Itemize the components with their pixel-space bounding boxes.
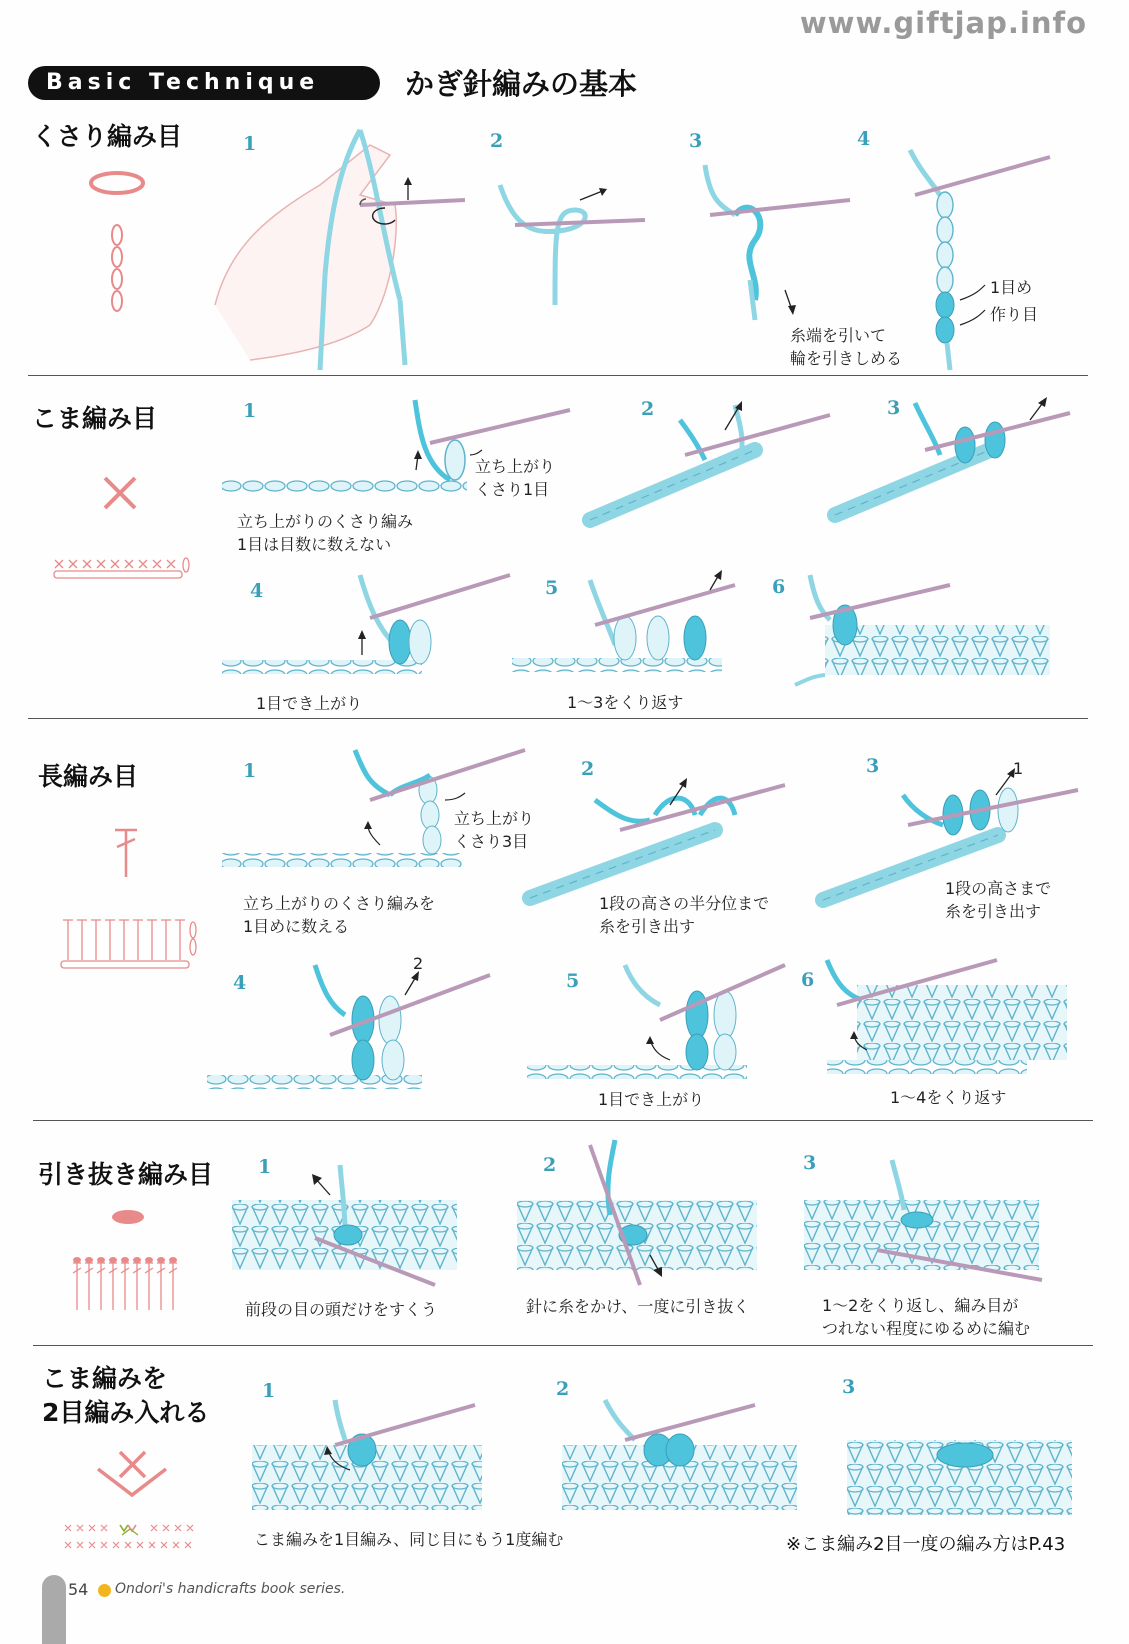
section-title-double-crochet: 長編み目 xyxy=(38,762,139,791)
dc-step-1-number: 1 xyxy=(243,760,257,782)
dc-step-2-illustration xyxy=(525,760,790,910)
chain-step-4-number: 4 xyxy=(857,128,871,150)
section-divider xyxy=(28,375,1088,376)
dc-step-6-illustration xyxy=(822,955,1077,1085)
sc-step-2-illustration xyxy=(585,400,835,535)
slip-step-3-caption: 1〜2をくり返し、編み目が つれない程度にゆるめに編む xyxy=(822,1296,1031,1338)
chain-anno-first-stitch: 1目め xyxy=(990,278,1033,297)
footer-bullet-icon xyxy=(98,1584,111,1597)
section-title-chain: くさり編み目 xyxy=(32,122,183,151)
chain-step-2-number: 2 xyxy=(490,130,504,152)
section-title-slip-stitch: 引き抜き編み目 xyxy=(38,1160,214,1189)
sc-step-5-illustration xyxy=(510,570,740,690)
slip-step-1-number: 1 xyxy=(258,1156,272,1178)
increase-step-1-number: 1 xyxy=(262,1380,276,1402)
page-title: かぎ針編みの基本 xyxy=(405,67,638,101)
dc-step-3-number: 3 xyxy=(866,755,880,777)
chain-symbols xyxy=(85,165,155,315)
chain-step-1-illustration xyxy=(210,125,470,375)
increase-step-2-number: 2 xyxy=(556,1378,570,1400)
basic-technique-badge: Basic Technique xyxy=(28,66,380,100)
sc-step-1-caption: 立ち上がりのくさり編み 1目は目数に数えない xyxy=(237,512,414,554)
chain-anno-foundation: 作り目 xyxy=(990,305,1039,324)
increase-reference-note: ※こま編み2目一度の編み方はP.43 xyxy=(786,1534,1066,1555)
watermark: www.giftjap.info xyxy=(799,6,1087,40)
dc-anno-turning-chain: 立ち上がり くさり3目 xyxy=(454,809,535,851)
section-divider xyxy=(33,1345,1093,1346)
slip-step-1-caption: 前段の目の頭だけをすくう xyxy=(245,1300,438,1319)
section-divider xyxy=(28,718,1088,719)
slip-step-3-illustration xyxy=(802,1155,1047,1285)
sc-step-6-number: 6 xyxy=(772,576,786,598)
dc-step-2-caption: 1段の高さの半分位まで 糸を引き出す xyxy=(599,894,770,936)
sc-step-4-caption: 1目でき上がり xyxy=(256,694,363,713)
increase-step-3-illustration xyxy=(845,1420,1075,1520)
increase-step-2-illustration xyxy=(560,1395,800,1515)
increase-step-3-number: 3 xyxy=(842,1376,856,1398)
slip-step-2-illustration xyxy=(515,1135,765,1285)
sc-step-4-number: 4 xyxy=(250,580,264,602)
chain-step-3-number: 3 xyxy=(689,130,703,152)
sc-symbols xyxy=(50,470,200,585)
section-divider xyxy=(33,1120,1093,1121)
dc-step-1-caption: 立ち上がりのくさり編みを 1目めに数える xyxy=(243,894,436,936)
dc-step-3-caption: 1段の高さまで 糸を引き出す xyxy=(945,879,1052,921)
page-tab xyxy=(42,1575,66,1644)
dc-step-3-loop-number: 1 xyxy=(1013,759,1024,778)
chain-step-2-illustration xyxy=(495,170,655,310)
series-name: Ondori's handicrafts book series. xyxy=(115,1581,346,1597)
dc-symbols xyxy=(55,825,205,975)
slip-step-2-number: 2 xyxy=(543,1154,557,1176)
dc-step-2-number: 2 xyxy=(581,758,595,780)
chain-step-3-caption: 糸端を引いて 輪を引きしめる xyxy=(790,326,903,368)
slip-step-2-caption: 針に糸をかけ、一度に引き抜く xyxy=(526,1297,750,1316)
slip-symbols xyxy=(65,1205,195,1315)
sc-step-6-illustration xyxy=(790,570,1060,690)
slip-step-3-number: 3 xyxy=(803,1152,817,1174)
sc-step-3-number: 3 xyxy=(887,397,901,419)
increase-symbols xyxy=(60,1447,210,1557)
section-title-increase: こま編みを 2目編み入れる xyxy=(42,1364,210,1427)
chain-step-4-illustration xyxy=(905,145,1055,370)
sc-step-2-number: 2 xyxy=(641,398,655,420)
dc-step-5-illustration xyxy=(525,960,790,1090)
dc-step-5-number: 5 xyxy=(566,970,580,992)
dc-step-4-loop-number: 2 xyxy=(413,954,424,973)
sc-step-3-illustration xyxy=(830,395,1075,525)
dc-step-6-number: 6 xyxy=(801,969,815,991)
chain-step-1-number: 1 xyxy=(243,133,257,155)
dc-step-6-caption: 1〜4をくり返す xyxy=(890,1088,1007,1107)
sc-step-5-number: 5 xyxy=(545,577,559,599)
increase-step-1-illustration xyxy=(250,1395,485,1515)
increase-step-1-caption: こま編みを1目編み、同じ目にもう1度編む xyxy=(254,1530,564,1549)
page-number: 54 xyxy=(68,1580,89,1599)
chain-step-3-illustration xyxy=(700,160,860,320)
sc-step-5-caption: 1〜3をくり返す xyxy=(567,693,684,712)
dc-step-4-illustration xyxy=(205,960,500,1100)
sc-step-4-illustration xyxy=(220,570,515,690)
dc-step-5-caption: 1目でき上がり xyxy=(598,1090,705,1109)
sc-anno-turning-chain: 立ち上がり くさり1目 xyxy=(475,457,556,499)
sc-step-1-number: 1 xyxy=(243,400,257,422)
section-title-single-crochet: こま編み目 xyxy=(32,404,158,433)
dc-step-4-number: 4 xyxy=(233,972,247,994)
slip-step-1-illustration xyxy=(230,1160,465,1290)
